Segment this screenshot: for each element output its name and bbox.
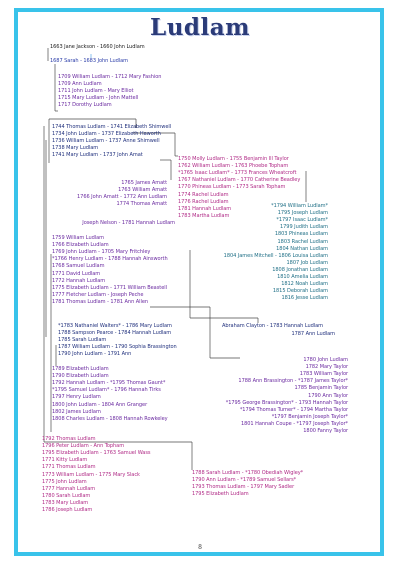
person-entry: 1785 Benjamin Taylor [294,385,348,392]
person-entry: 1807 Job Ludlam [286,259,328,266]
person-entry: 1759 William Ludlam [52,235,104,241]
person-entry: 1766 John Amatt - 1772 Ann Ludlam [77,194,167,201]
person-entry: 1767 Nathaniel Ludlam - 1770 Catherine Beadley [178,177,301,184]
person-entry: 1768 Samuel Ludlam [52,263,105,270]
person-entry: 1763 William Amatt [118,187,167,194]
person-entry: 1776 Rachel Ludlam [178,198,229,205]
person-entry: 1783 William Taylor [299,371,348,378]
person-entry: *1766 Henry Ludlam - 1788 Hannah Ainsworth [52,256,168,263]
person-entry: 1736 William Ludlam - 1737 Anne Shimwell [52,138,160,145]
person-entry: *1765 Isaac Ludlam* - 1773 Frances Wheatcroft [178,170,297,177]
person-entry: Abraham Clayton - 1783 Hannah Ludlam [222,323,323,329]
person-entry: 1777 Fletcher Ludlam - Joseph Peche [52,291,144,298]
person-entry: 1765 James Amatt [121,180,167,186]
person-entry: 1792 Hannah Ludlam - *1795 Thomas Gaunt* [52,380,166,387]
person-entry: 1781 Hannah Ludlam [178,205,232,212]
person-entry: 1709 Ann Ludlam [58,81,102,88]
person-entry: 1790 John Ludlam - 1791 Ann [58,351,132,358]
person-entry: 1803 Phineas Ludlam [274,231,328,238]
person-entry: 1709 William Ludlam - 1712 Mary Fashion [58,74,162,80]
person-entry: 1808 Charles Ludlam - 1808 Hannah Rowkeley [52,415,168,422]
person-entry: 1795 Elizabeth Ludlam [192,491,249,498]
person-entry: *1795 George Brassington* - 1793 Hannah Taylor [225,399,348,406]
person-entry: 1810 Amelia Ludlam [277,274,328,280]
person-entry: 1787 William Ludlam - 1790 Sophia Brassington [58,344,177,351]
person-entry: 1734 John Ludlam - 1737 Elizabeth Haworth [52,131,161,138]
person-entry: 1663 Jane Jackson - 1660 John Ludlam [50,44,145,50]
person-entry: 1780 John Ludlam [303,357,348,363]
person-entry: 1777 Hannah Ludlam [42,485,96,492]
person-entry: 1802 James Ludlam [52,408,101,415]
person-entry: *1797 Benjamin Joseph Taylor* [271,413,348,420]
person-entry: 1792 Thomas Ludlam [42,436,96,442]
person-entry: 1785 Sarah Ludlam [58,337,107,344]
person-entry: 1799 Judith Ludlam [279,224,328,231]
person-entry: 1770 Phineas Ludlam - 1773 Sarah Topham [178,184,286,191]
person-entry: 1773 William Ludlam - 1775 Mary Slack [42,471,140,478]
person-entry: 1800 John Ludlam - 1804 Ann Granger [52,401,148,408]
person-entry: 1782 Mary Taylor [305,364,348,371]
page-title: Ludlam [150,14,250,41]
person-entry: 1750 Molly Ludlam - 1755 Benjamin Ill Taylor [178,156,289,162]
person-entry: 1797 Henry Ludlam [52,394,101,401]
person-entry: 1775 John Ludlam [42,478,87,485]
person-entry: 1741 Mary Ludlam - 1737 John Amat [52,152,143,159]
person-entry: 1771 Thomas Ludlam [42,464,96,471]
person-entry: 1803 Rachel Ludlam [277,238,328,245]
person-entry: 1780 Sarah Ludlam [42,492,91,499]
person-entry: 1801 Hannah Coupe - *1797 Joseph Taylor* [240,420,348,427]
person-entry: 1808 Jonathan Ludlam [272,266,328,273]
person-entry: 1788 Sampson Pearce - 1784 Hannah Ludlam [58,330,172,337]
person-entry: *1783 Nathaniel Walters* - 1786 Mary Ludlam [58,323,172,329]
person-entry: *1795 Samuel Ludlam* - 1796 Hannah Tirks [52,387,161,394]
person-entry: 1795 Elizabeth Ludlam - 1763 Samuel Wass [42,450,151,457]
person-entry: 1715 Mary Ludlam - John Mattell [58,95,139,102]
person-entry: 1711 John Ludlam - Mary Elliot [58,88,134,95]
person-entry: 1774 Rachel Ludlam [178,191,229,198]
person-entry: 1687 Sarah - 1683 John Ludlam [50,58,129,64]
person-entry: 1783 Martha Ludlam [178,212,230,219]
person-entry: 1804 Nathan Ludlam [276,245,328,252]
person-entry: 1762 William Ludlam - 1763 Phoebe Topham [178,163,289,170]
person-entry: 1812 Noah Ludlam [281,281,328,288]
person-entry: 1774 Thomas Amatt [116,201,167,208]
person-entry: 1772 Hannah Ludlam [52,277,106,284]
person-entry: 1771 Kitty Ludlam [42,457,88,464]
person-entry: Joseph Nelson - 1781 Hannah Ludlam [82,220,175,226]
person-entry: 1744 Thomas Ludlam - 1741 Elizabeth Shimwell [52,124,172,130]
person-entry: 1738 Mary Ludlam [52,145,99,152]
person-entry: 1795 Joseph Ludlam [277,210,328,217]
person-entry: 1717 Dorothy Ludlam [58,102,112,109]
person-entry: 1769 John Ludlam - 1705 Mary Fritchley [52,249,151,256]
person-entry: 1800 Fanny Taylor [303,428,348,434]
person-entry: 1771 David Ludlam [52,270,101,277]
person-entry: 1790 Ann Ludlam - *1789 Samuel Sellars* [192,477,297,484]
person-entry: 1815 Deborah Ludlam [272,288,328,295]
person-entry: 1804 James Mitchell - 1806 Louisa Ludlam [223,252,328,259]
person-entry: 1781 Thomas Ludlam - 1781 Ann Allen [52,298,149,305]
person-entry: 1793 Thomas Ludlam - 1797 Mary Sadler [192,484,295,491]
person-entry: *1794 William Ludlam* [271,203,328,209]
person-entry: *1797 Isaac Ludlam* [276,217,328,224]
person-entry: 1775 Elizabeth Ludlam - 1771 William Beastell [52,284,167,291]
person-entry: 1816 Jesse Ludlam [281,295,328,302]
page-number: 8 [198,544,202,551]
person-entry: 1766 Elizabeth Ludlam [52,242,109,249]
person-entry: 1787 Ann Ludlam [291,331,335,337]
person-entry: 1788 Sarah Ludlam - *1780 Obediah Wigley* [192,470,304,476]
person-entry: 1790 Ann Taylor [308,392,348,399]
person-entry: 1786 Joseph Ludlam [42,507,93,513]
person-entry: 1796 Peter Ludlam - Ann Topham [42,443,125,450]
person-entry: 1783 Mary Ludlam [42,499,89,506]
person-entry: *1794 Thomas Turner* - 1794 Martha Taylor [239,406,348,413]
person-entry: 1790 Elizabeth Ludlam [52,373,109,380]
person-entry: 1788 Ann Brassington - *1787 James Taylor* [238,378,348,385]
person-entry: 1789 Elizabeth Ludlam [52,366,109,372]
